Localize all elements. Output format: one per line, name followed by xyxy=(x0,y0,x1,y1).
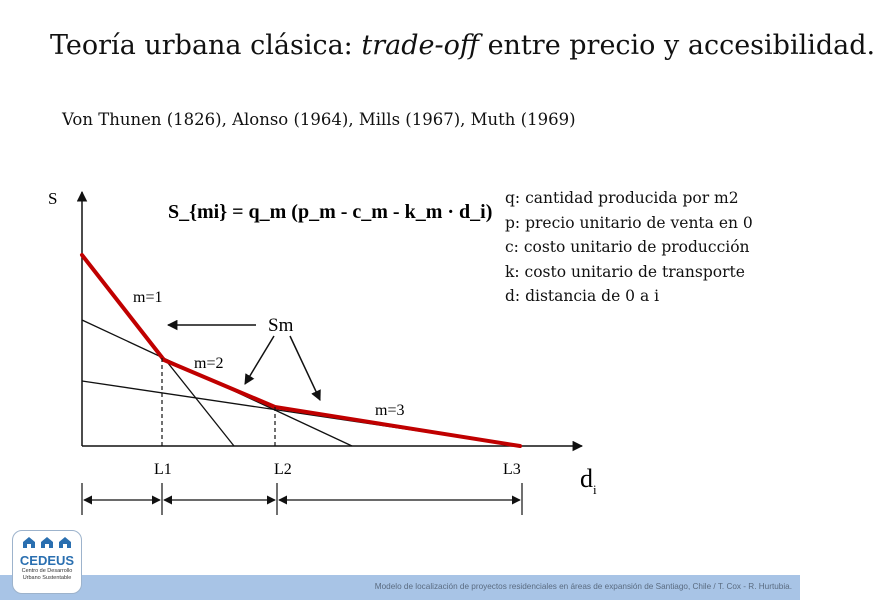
x-axis-label: $d_i$ xyxy=(580,464,597,497)
title-suffix: entre precio y accesibilidad. xyxy=(478,30,875,61)
cedeus-logo xyxy=(12,530,82,594)
formula: S_{mi} = q_m (p_m - c_m - k_m · d_i) xyxy=(168,201,493,223)
legend-item-q: q: cantidad producida por m2 xyxy=(505,189,739,207)
title-emphasis: trade-off xyxy=(361,30,479,61)
tick-l2: L2 xyxy=(274,461,292,478)
tick-l3: L3 xyxy=(503,461,521,478)
legend-item-d: d: distancia de 0 a i xyxy=(505,287,660,305)
buildings-icon xyxy=(19,535,75,549)
sm-arrow-down-right xyxy=(290,336,320,400)
sm-label: Sm xyxy=(268,315,294,336)
references-line: Von Thunen (1826), Alonso (1964), Mills (1967), Muth (1969) xyxy=(62,110,576,129)
variable-legend xyxy=(505,186,753,309)
label-m3: m=3 xyxy=(375,402,405,419)
legend-item-p: p: precio unitario de venta en 0 xyxy=(505,213,753,232)
legend-item-k: k: costo unitario de transporte xyxy=(505,262,745,281)
logo-subtitle-1: Centro de Desarrollo xyxy=(21,568,73,574)
y-axis-label: S xyxy=(48,189,58,208)
footer-text: Modelo de localización de proyectos residenciales en áreas de expansión de Santiago, Chile / T. Cox - R. Hurtubia. xyxy=(374,582,792,591)
label-m2: m=2 xyxy=(194,355,224,372)
logo-name: CEDEUS xyxy=(19,553,75,568)
label-m1: m=1 xyxy=(133,289,163,306)
legend-item-c: c: costo unitario de producción xyxy=(505,238,750,256)
logo-subtitle-2: Urbano Sustentable xyxy=(22,575,72,581)
tick-l1: L1 xyxy=(154,461,172,478)
title-prefix: Teoría urbana clásica: xyxy=(50,30,362,61)
footer-bar xyxy=(0,575,800,600)
sm-arrow-down-left xyxy=(245,336,274,384)
